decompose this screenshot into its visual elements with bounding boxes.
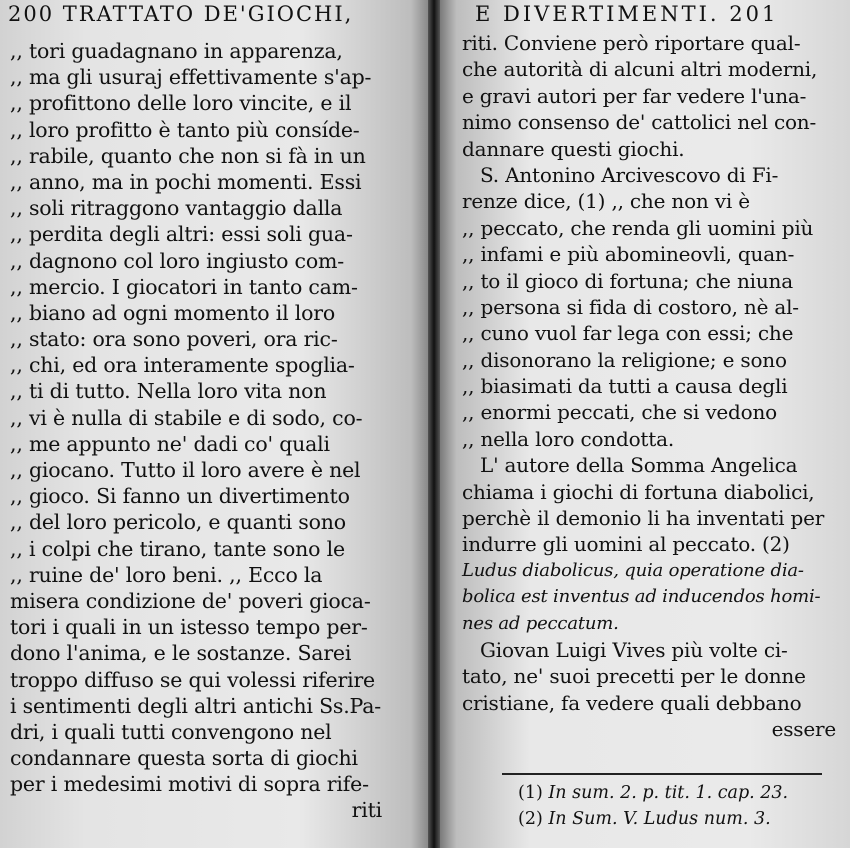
- text-line: chiama i giochi di fortuna diabolici,: [462, 479, 815, 504]
- book-gutter: [428, 0, 440, 848]
- text-line: ,, dagnono col loro ingiusto com-: [10, 248, 344, 273]
- text-line: ,, persona si fida di costoro, nè al-: [462, 294, 799, 319]
- text-line: ,, peccato, che renda gli uomini più: [462, 215, 814, 240]
- footnotes: [518, 780, 788, 832]
- right-page: [440, 0, 850, 848]
- text-line: nimo consenso de' cattolici nel con-: [462, 110, 817, 135]
- text-line: ,, biasimati da tutti a causa degli: [462, 374, 788, 399]
- text-line: ,, enormi peccati, che si vedono: [462, 400, 778, 425]
- text-line: S. Antonino Arcivescovo di Fi-: [480, 162, 779, 187]
- text-line: ,, soli ritraggono vantaggio dalla: [10, 196, 343, 221]
- text-line: perchè il demonio li ha inventati per: [462, 506, 825, 531]
- text-line: ,, anno, ma in pochi momenti. Essi: [10, 169, 362, 194]
- text-line: nes ad peccatum.: [462, 612, 619, 634]
- footnote-text: In sum. 2. p. tit. 1. cap. 23.: [548, 783, 789, 803]
- text-line: troppo diffuso se qui volessi riferire: [10, 667, 375, 692]
- text-line: ,, ma gli usuraj effettivamente s'ap-: [10, 65, 372, 90]
- text-line: per i medesimi motivi di sopra rife-: [10, 772, 369, 797]
- text-line: dannare questi giochi.: [462, 136, 685, 161]
- footnote-number: (2): [518, 809, 543, 829]
- text-line: ,, loro profitto è tanto più consíde-: [10, 117, 360, 142]
- text-line: dono l'anima, e le sostanze. Sarei: [10, 641, 352, 666]
- text-line: ,, ruine de' loro beni. ,, Ecco la: [10, 562, 323, 587]
- text-line: ,, tori guadagnano in apparenza,: [10, 39, 343, 63]
- catchword: essere: [771, 717, 836, 742]
- text-line: ,, to il gioco di fortuna; che niuna: [462, 268, 793, 293]
- text-line: ,, gioco. Si fanno un divertimento: [10, 484, 350, 509]
- text-line: ,, nella loro condotta.: [462, 426, 674, 451]
- footnote-rule: [502, 773, 822, 775]
- footnote-number: (1): [518, 783, 543, 803]
- text-line: ,, chi, ed ora interamente spoglia-: [10, 353, 355, 378]
- text-line: renze dice, (1) ,, che non vi è: [462, 189, 750, 214]
- text-line: dri, i quali tutti convengono nel: [10, 719, 332, 744]
- text-line: ,, del loro pericolo, e quanti sono: [10, 510, 346, 535]
- text-line: ,, stato: ora sono poveri, ora ric-: [10, 327, 338, 352]
- text-line: tori i quali in un istesso tempo per-: [10, 615, 368, 640]
- footnote: [518, 806, 788, 832]
- text-line: ,, i colpi che tirano, tante sono le: [10, 536, 345, 561]
- text-line: Giovan Luigi Vives più volte ci-: [480, 637, 788, 662]
- left-page-header: 200 TRATTATO DE'GIOCHI,: [8, 2, 354, 26]
- catchword: riti: [351, 798, 382, 823]
- right-page-text: [462, 30, 842, 743]
- text-line: tato, ne' suoi precetti per le donne: [462, 664, 806, 689]
- text-line: ,, perdita degli altri: essi soli gua-: [10, 222, 353, 247]
- text-line: ,, disonorano la religione; e sono: [462, 347, 787, 372]
- text-line: ,, biano ad ogni momento il loro: [10, 300, 336, 325]
- footnote: [518, 780, 788, 806]
- text-line: ,, ti di tutto. Nella loro vita non: [10, 379, 327, 404]
- text-line: ,, profittono delle loro vincite, e il: [10, 91, 352, 116]
- text-line: L' autore della Somma Angelica: [480, 453, 798, 478]
- text-line: che autorità di alcuni altri moderni,: [462, 57, 818, 82]
- text-line: riti. Conviene però riportare qual-: [462, 31, 801, 55]
- text-line: ,, rabile, quanto che non si fà in un: [10, 143, 366, 168]
- text-line: ,, giocano. Tutto il loro avere è nel: [10, 458, 361, 482]
- text-line: i sentimenti degli altri antichi Ss.Pa-: [10, 693, 381, 718]
- text-line: ,, me appunto ne' dadi co' quali: [10, 431, 330, 456]
- text-line: ,, vi è nulla di stabile e di sodo, co-: [10, 405, 363, 430]
- text-line: condannare questa sorta di giochi: [10, 746, 358, 771]
- left-page-text: [10, 38, 388, 824]
- text-line: Ludus diabolicus, quia operatione dia-: [462, 559, 804, 581]
- text-line: ,, infami e più abomineovli, quan-: [462, 242, 795, 267]
- text-line: indurre gli uomini al peccato. (2): [462, 532, 790, 557]
- text-line: bolica est inventus ad inducendos homi-: [462, 586, 821, 608]
- text-line: cristiane, fa vedere quali debbano: [462, 690, 802, 715]
- right-page-header: E DIVERTIMENTI. 201: [475, 2, 779, 26]
- text-line: e gravi autori per far vedere l'una-: [462, 83, 807, 108]
- text-line: ,, mercio. I giocatori in tanto cam-: [10, 274, 358, 299]
- text-line: misera condizione de' poveri gioca-: [10, 588, 371, 613]
- footnote-text: In Sum. V. Ludus num. 3.: [548, 809, 771, 829]
- text-line: ,, cuno vuol far lega con essi; che: [462, 321, 794, 346]
